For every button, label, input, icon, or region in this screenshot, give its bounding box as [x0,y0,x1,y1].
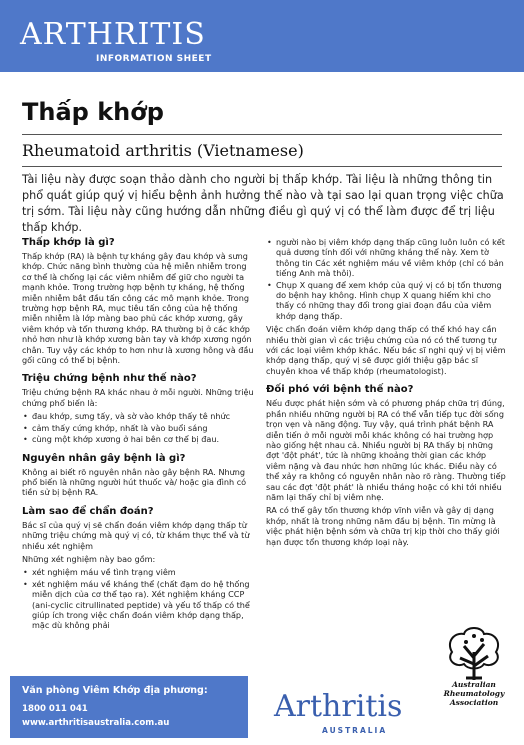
section-body-diagnosis-difficulty: Việc chẩn đoán viêm khớp dạng thấp có thể khó hay cần nhiều thời gian vì các triệu chứng của nó có thể tương tự với các loại viêm khớp khác. Nếu bác sĩ nghi quý vị bị viêm khớp dạng thấp, quý vị sẽ được giới thiệu gặp bác sĩ chuyên khoa về thấp khớp (rheumatologist). [266,324,506,376]
association-line: Rheumatology [443,689,505,698]
association-line: Association [449,698,499,707]
tests-list-continued [266,237,506,321]
divider-top [22,134,502,135]
symptoms-list [22,411,258,444]
continuation-text: người nào bị viêm khớp dạng thấp cũng luôn luôn có kết quả dương tính đối với những kháng thể này. Xem tờ thông tin Các xét nghiệm máu về viêm khớp (chỉ có bản tiếng Anh mà thôi). [276,237,505,279]
office-contact: 1800 011 041 www.arthritisaustralia.com.au [22,704,170,728]
association-name [436,680,512,707]
banner-subtitle: INFORMATION SHEET [96,54,212,64]
list-item-continuation [266,237,506,279]
divider-bottom [22,166,502,167]
logo-wordmark: Arthritis [274,689,403,724]
banner-title: ARTHRITIS [20,17,206,52]
section-body-causes: Không ai biết rõ nguyên nhân nào gây bệnh RA. Nhưng phổ biến là những người hút thuốc và/ hoặc gia đình có tiền sử bị bệnh RA. [22,466,247,498]
section-body-tests-intro: Những xét nghiệm này bao gồm: [22,553,156,564]
intro-paragraph: Tài liệu này được soạn thảo dành cho người bị thấp khớp. Tài liệu là những thông tin phổ quát giúp quý vị hiểu bệnh ảnh hưởng thế nào và tại sao lại quan trọng việc chữa trị sớm. Tài liệu này cũng hướng dẫn những điều gì quý vị có thể làm được để trị liệu thấp khớp. [22,173,504,234]
header-banner [0,0,524,72]
section-heading-what-is: Thấp khớp là gì? [22,237,115,248]
section-body-diagnosis: Bác sĩ của quý vị sẽ chẩn đoán viêm khớp dạng thấp từ những triệu chứng mà quý vị có, từ khám thực thể và từ nhiều xét nghiệm [22,519,250,551]
list-item: • cùng một khớp xương ở hai bên cơ thể bị đau. [22,434,258,444]
office-label: Văn phòng Viêm Khớp địa phương: [22,685,208,696]
logo-country: AUSTRALIA [322,726,388,735]
section-body-what-is: Thấp khớp (RA) là bệnh tự kháng gây đau khớp và sưng khớp. Chức năng bình thường của hệ miễn nhiễm trong cơ thể là chống lại các viêm nhiễm để giữ cho người ta mạnh khỏe. Trong trường hợp bệnh tự kháng, hệ thống miễn nhiễm bắt đầu tấn công các mô mạnh khỏe. Trong trường hợp bệnh RA, mục tiêu tấn công của hệ thống miễn nhiễm là lớp màng bao phủ các khớp xương, gây viêm khớp và tổn thương khớp. RA thường bị ở các khớp nhỏ hơn như là khớp xương bàn tay và khớp xương ngón chân. Tuy vậy các khớp to hơn như là xương hông và đầu gối cũng có thể bị bệnh. [22,251,254,366]
arthritis-australia-logo [274,686,424,738]
tree-icon [436,624,512,682]
list-item: • Chụp X quang để xem khớp của quý vị có bị tổn thương do bệnh hay không. Hình chụp X quang hiếm khi cho thấy có những thay đổi trong giai đoạn đầu của viêm khớp dạng thấp. [266,280,506,322]
right-column [266,237,506,550]
local-office-box [10,676,248,738]
section-heading-causes: Nguyên nhân gây bệnh là gì? [22,452,186,464]
section-heading-management: Đối phó với bệnh thế nào? [266,384,414,396]
tests-list [22,567,258,630]
section-body-management: Nếu được phát hiện sớm và có phương pháp chữa trị đúng, phần nhiều những người bị RA có thể vẫn tiếp tục đời sống trọn vẹn và năng động. Tuy vậy, quá trình phát bệnh RA diễn tiến ở mỗi người mỗi khác không có hai trường hợp nào giống hệt nhau cả. Nhiều người bị RA thấy bị những đợt 'đột phát', tức là những khoảng thời gian các khớp viêm nặng và đau nhức hơn những lúc khác. Điều này có thể xảy ra không có nguyên nhân nào rõ ràng. Thường tiếp sau các đợt 'đột phát' là nhiều tháng hoặc có khi tới nhiều năm lại thấy chỉ bị viêm nhẹ. [266,398,506,502]
list-item: • đau khớp, sưng tấy, và sờ vào khớp thấy tê nhức [22,411,258,421]
association-line: Australian [452,680,496,689]
rheumatology-association-logo [436,624,512,742]
left-column [22,237,258,634]
document-subtitle: Rheumatoid arthritis (Vietnamese) [22,141,304,160]
section-heading-symptoms: Triệu chứng bệnh như thế nào? [22,373,197,385]
list-item: • cảm thấy cứng khớp, nhất là vào buổi sáng [22,423,258,433]
list-item: • xét nghiệm máu về tình trạng viêm [22,567,258,577]
section-heading-diagnosis: Làm sao để chẩn đoán? [22,505,154,517]
page-title: Thấp khớp [22,98,164,126]
section-body-symptoms: Triệu chứng bệnh RA khác nhau ở mỗi người. Những triệu chứng phổ biến là: [22,387,254,408]
list-item: • xét nghiệm máu về kháng thể (chất đạm do hệ thống miễn dịch của cơ thể tạo ra). Xét nghiệm kháng CCP (ani-cyclic citrullinated peptide) và yếu tố thấp có thể giúp ích trong việc chẩn đoán viêm khớp dạng thấp, mặc dù không phải [22,579,258,631]
section-body-management-2: RA có thể gây tổn thương khớp vĩnh viễn và gây dị dạng khớp, nhất là trong những năm đầu bị bệnh. Tin mừng là việc phát hiện bệnh sớm và chữa trị kịp thời cho thấy giới hạn được tổn thương khớp loại này. [266,505,500,547]
